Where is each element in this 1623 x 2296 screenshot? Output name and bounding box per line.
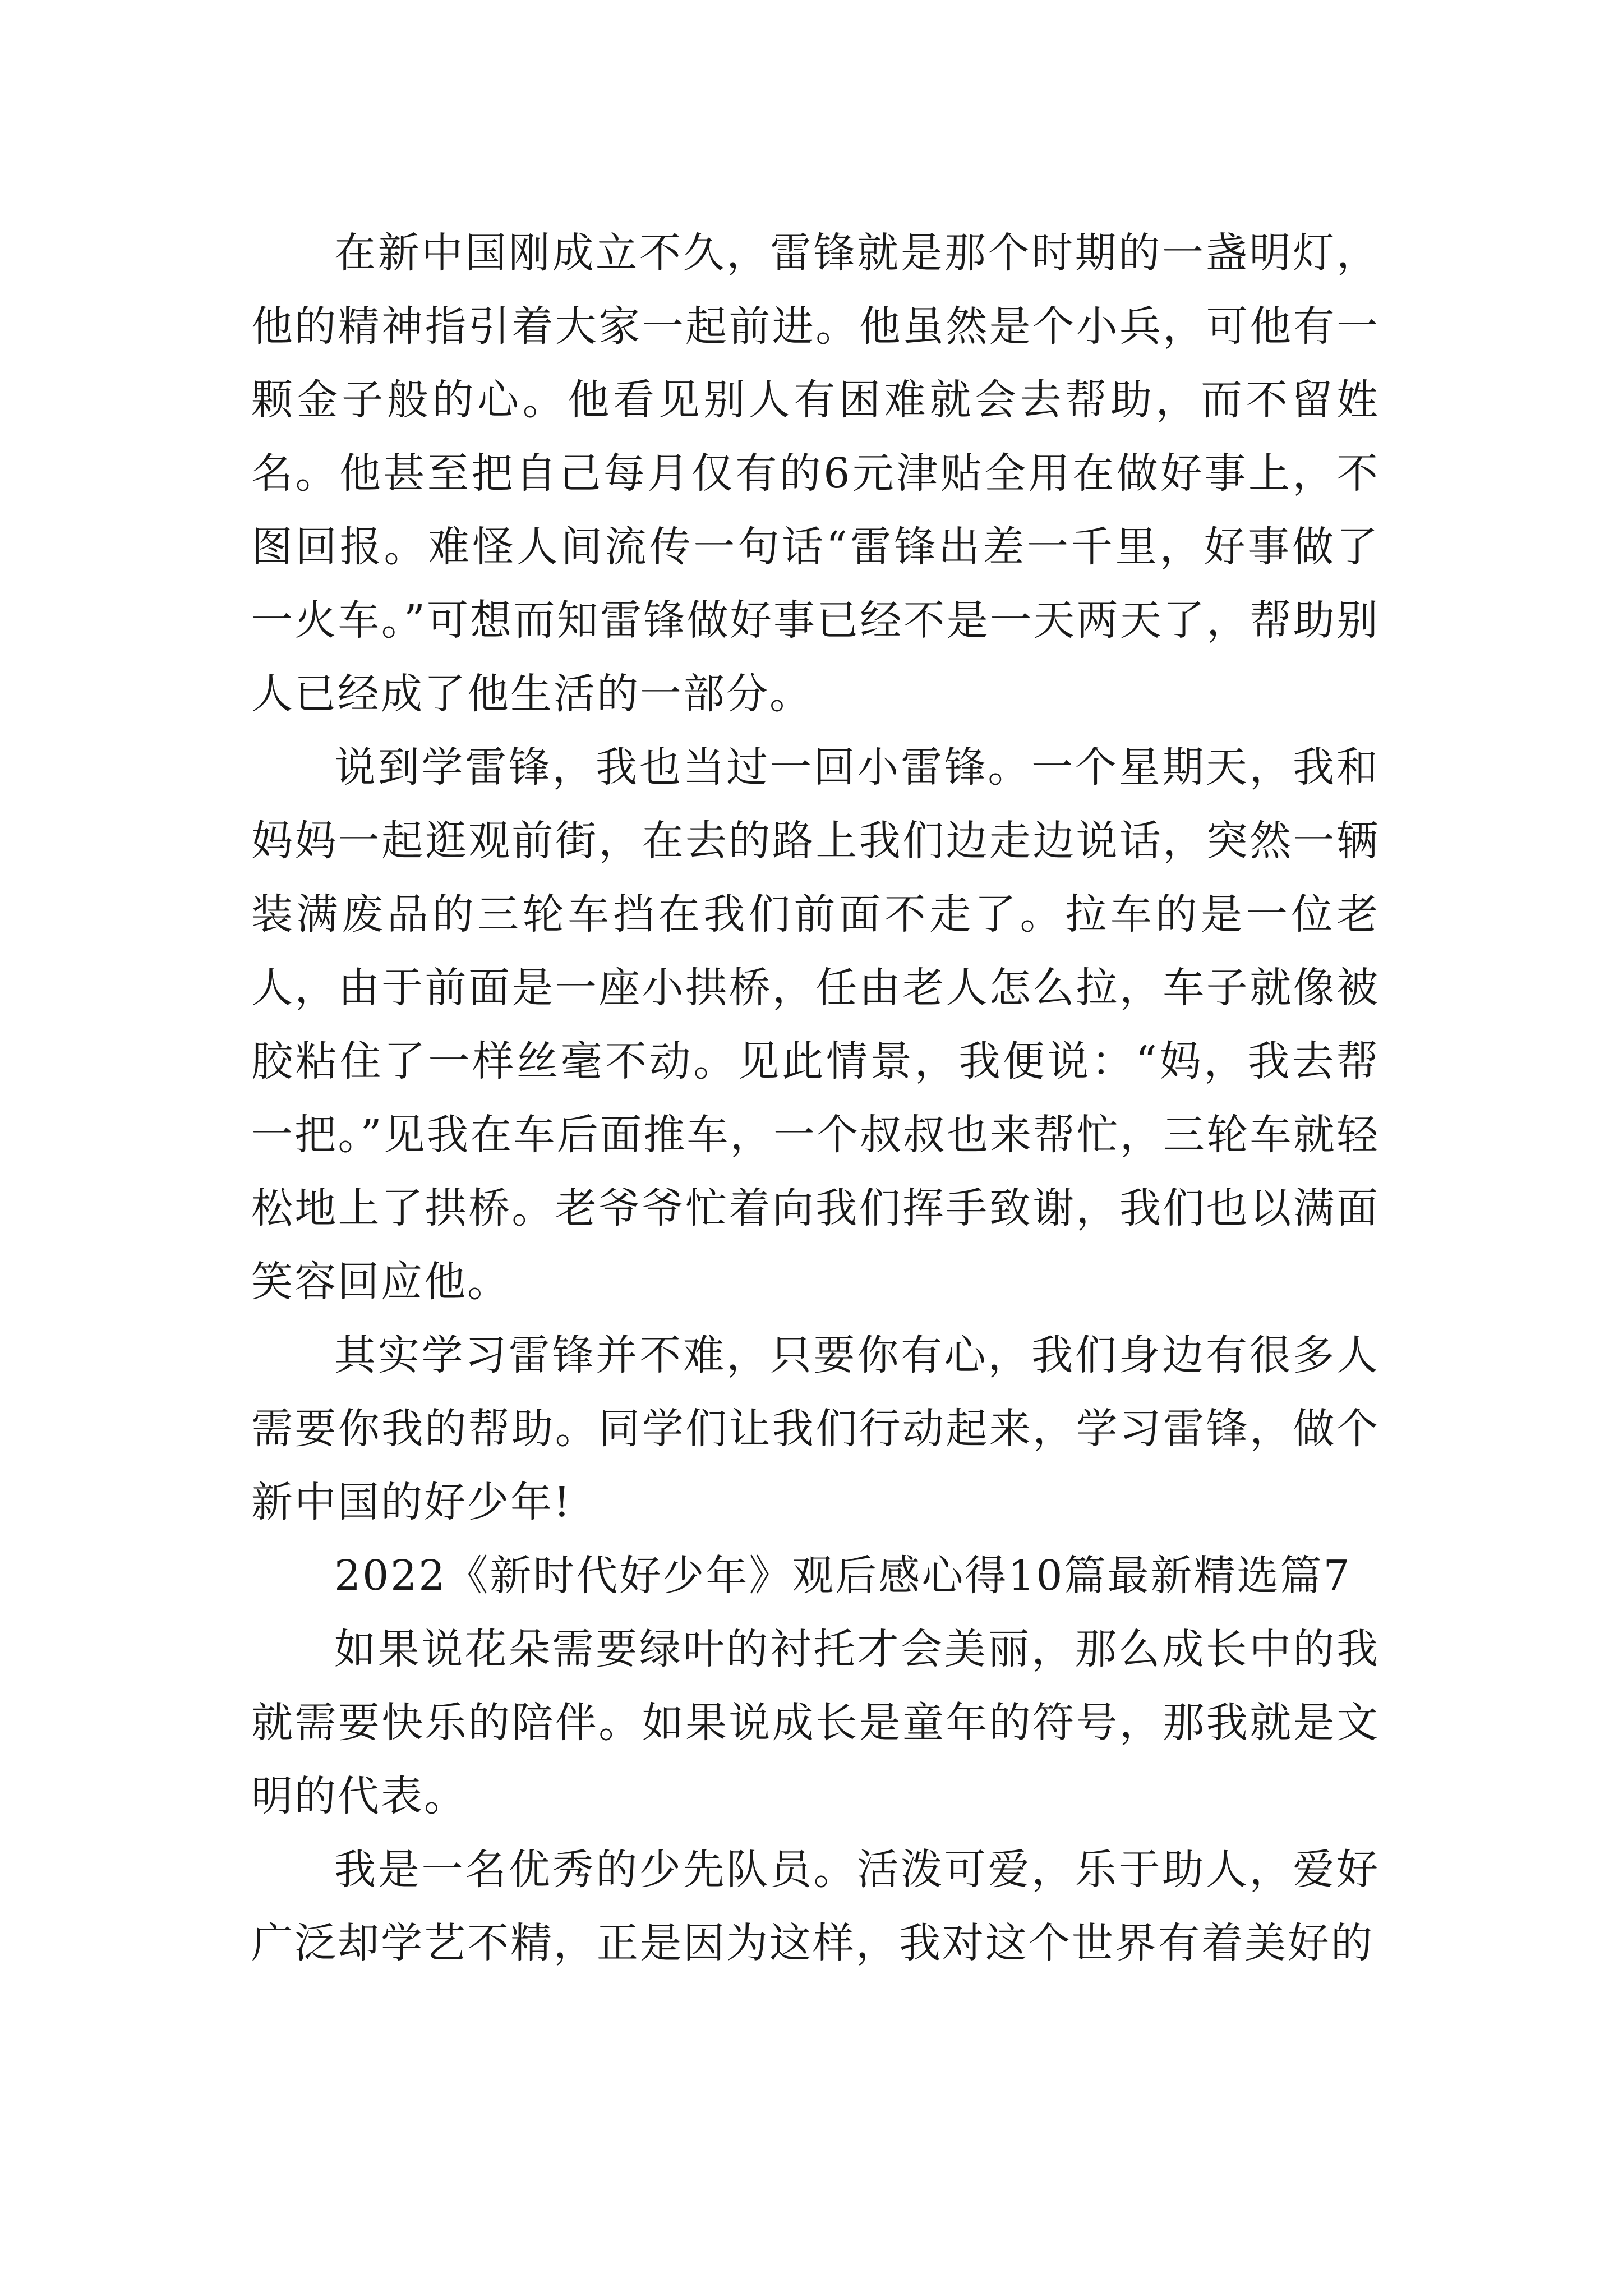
section-heading: 2022《新时代好少年》观后感心得10篇最新精选篇7 xyxy=(334,1552,1352,1600)
document-body xyxy=(251,217,1380,1980)
paragraph-lei-feng-spirit: 在新中国刚成立不久，雷锋就是那个时期的一盏明灯，他的精神指引着大家一起前进。他虽然是个小兵，可他有一颗金子般的心。他看见别人有困难就会去帮助，而不留姓名。他甚至把自己每月仅有的6元津贴全用在做好事上，不图回报。难怪人间流传一句话“雷锋出差一千里，好事做了一火车。”可想而知雷锋做好事已经不是一天两天了，帮助别人已经成了他生活的一部分。 xyxy=(251,229,1380,718)
paragraph-flowers: 如果说花朵需要绿叶的衬托才会美丽，那么成长中的我就需要快乐的陪伴。如果说成长是童年的符号，那我就是文明的代表。 xyxy=(251,1625,1380,1820)
paragraph-conclusion: 其实学习雷锋并不难，只要你有心，我们身边有很多人需要你我的帮助。同学们让我们行动起来，学习雷锋，做个新中国的好少年! xyxy=(251,1331,1380,1526)
paragraph-young-pioneer: 我是一名优秀的少先队员。活泼可爱，乐于助人，爱好广泛却学艺不精，正是因为这样，我对这个世界有着美好的 xyxy=(251,1846,1380,1967)
paragraph-little-lei-feng: 说到学雷锋，我也当过一回小雷锋。一个星期天，我和妈妈一起逛观前街，在去的路上我们边走边说话，突然一辆装满废品的三轮车挡在我们前面不走了。拉车的是一位老人，由于前面是一座小拱桥，任由老人怎么拉，车子就像被胶粘住了一样丝毫不动。见此情景，我便说：“妈，我去帮一把。”见我在车后面推车，一个叔叔也来帮忙，三轮车就轻松地上了拱桥。老爷爷忙着向我们挥手致谢，我们也以满面笑容回应他。 xyxy=(251,743,1380,1306)
